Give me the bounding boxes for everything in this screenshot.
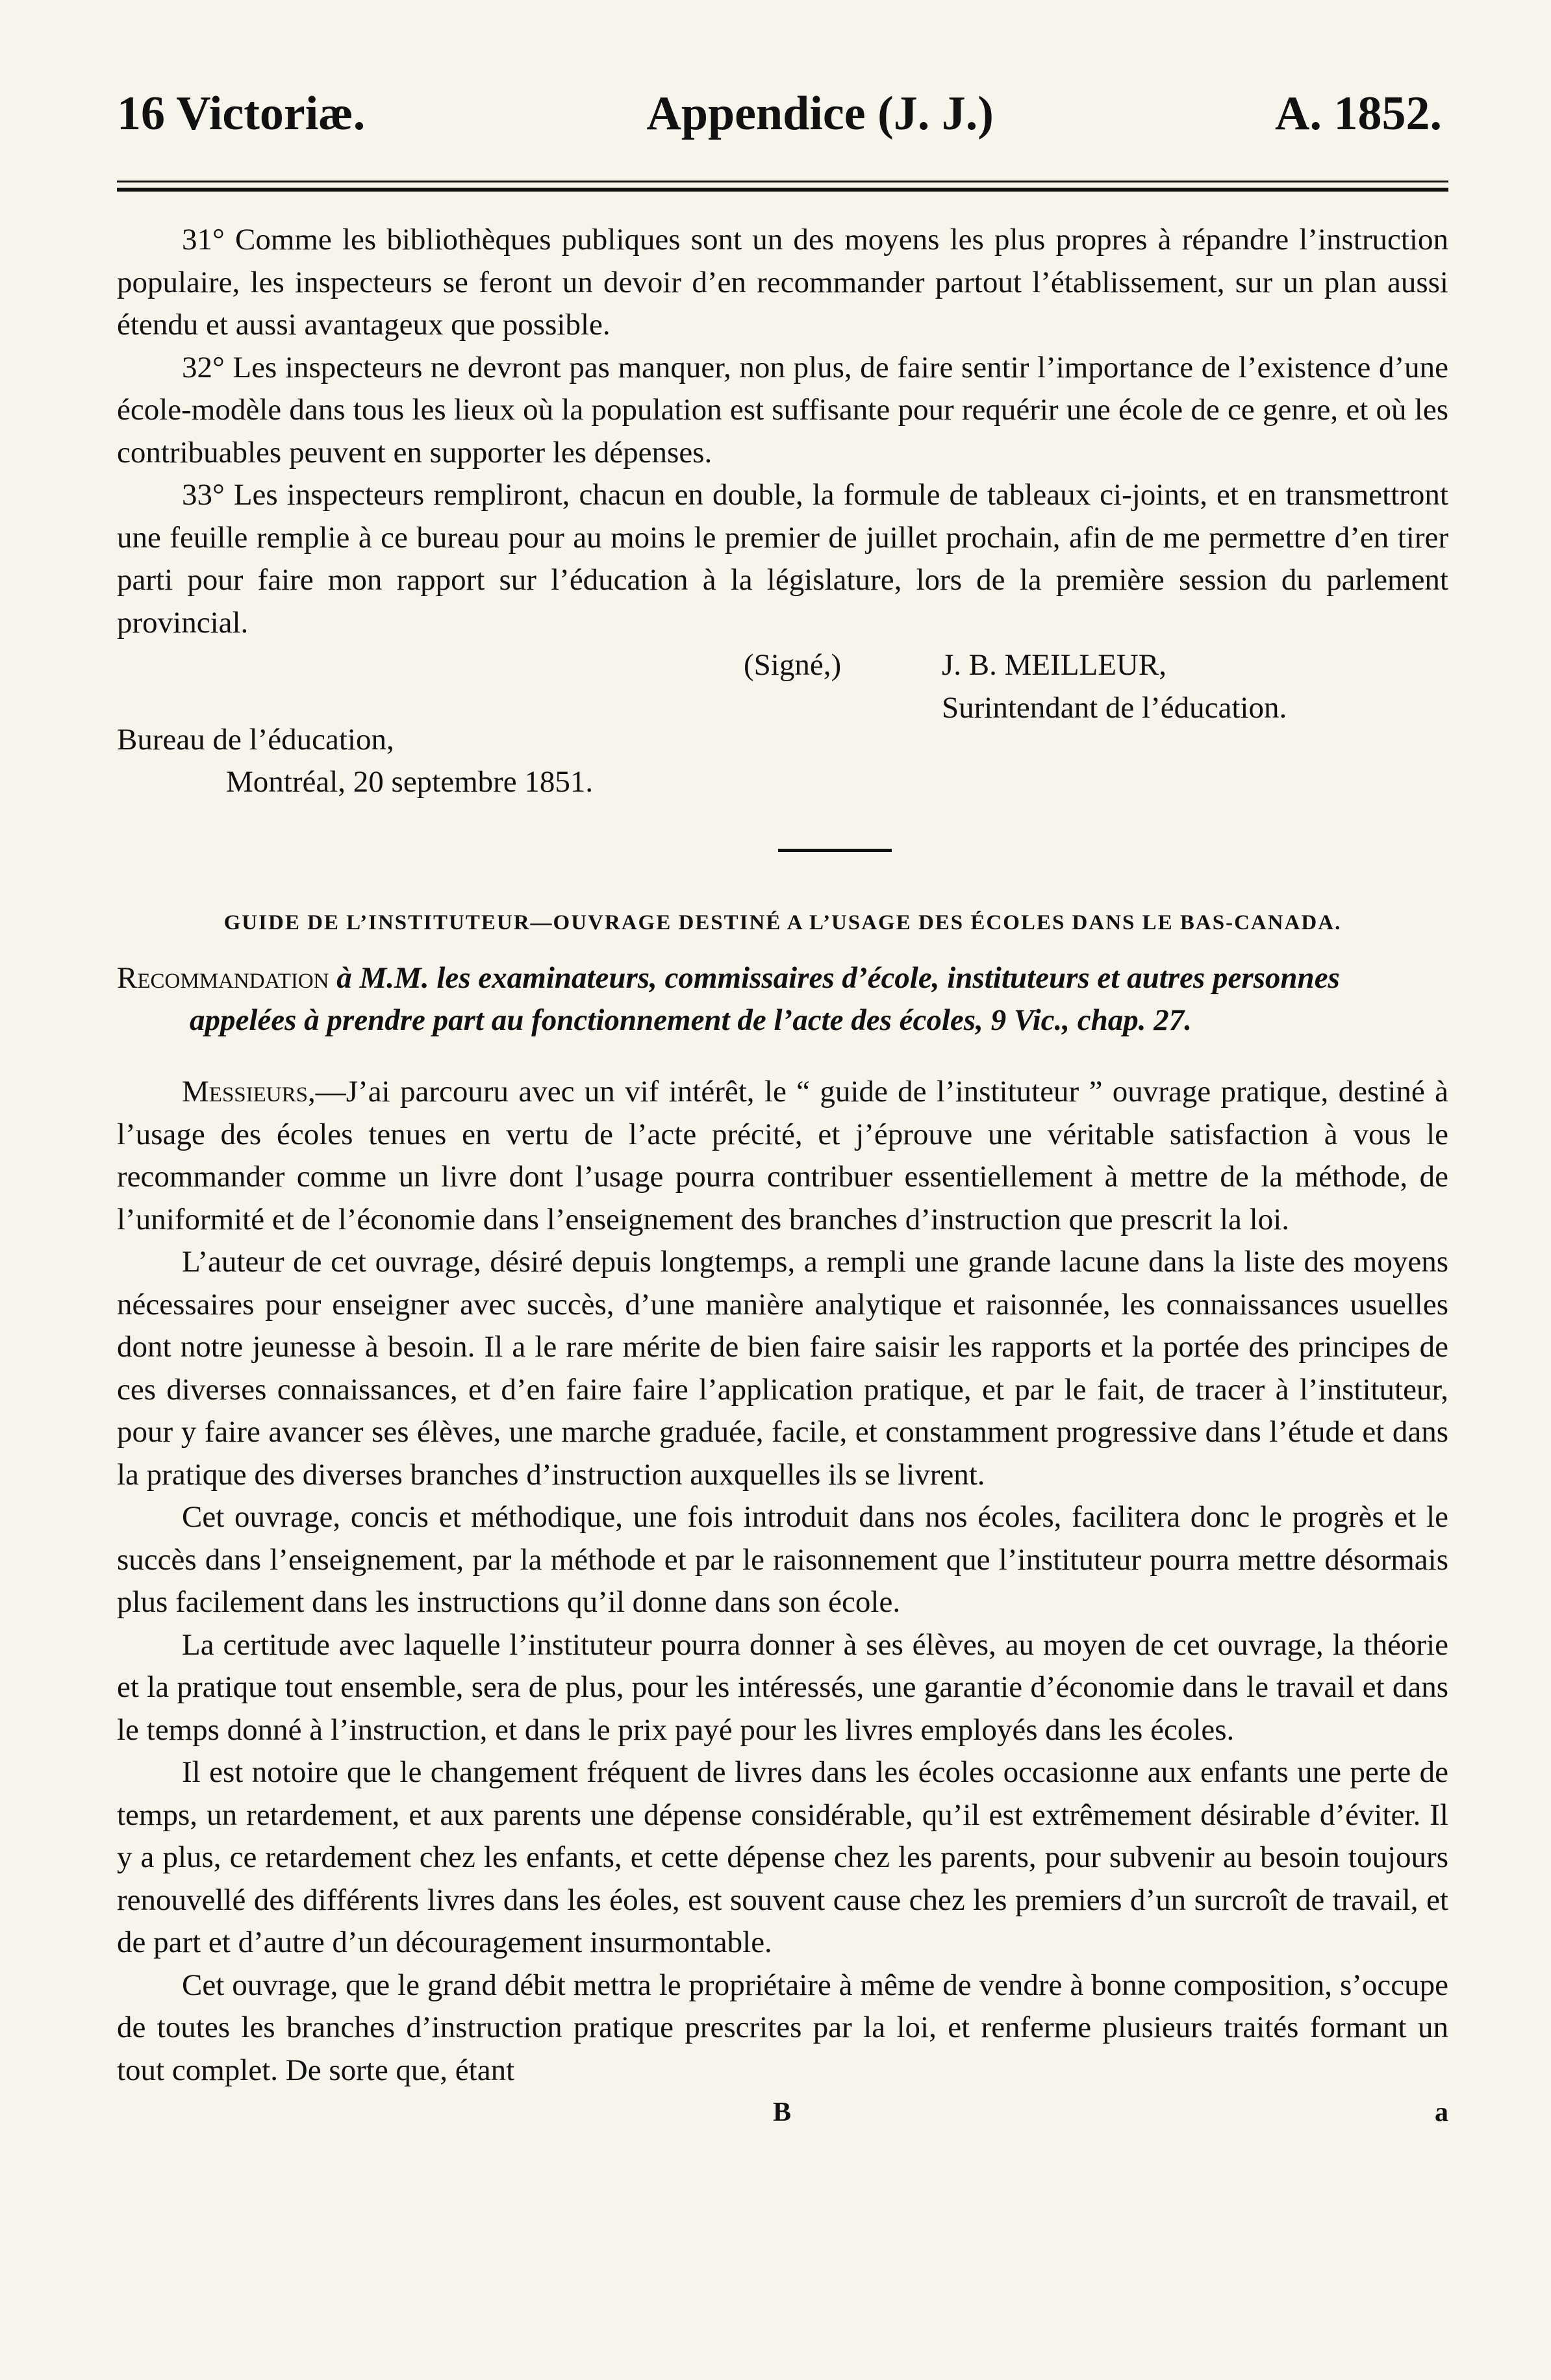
letter-paragraph: L’auteur de cet ouvrage, désiré depuis longtemps, a rempli une grande lacune dans la liste des moyens nécessaires pour enseigner avec succès, d’une manière analytique et raisonnée, les connaissances usuelles dont notre jeunesse à besoin. Il a le rare mérite de bien faire saisir les rapports et la portée des principes de ces diverses connaissances, et d’en faire faire l’application pratique, et par le fait, de tracer à l’instituteur, pour y faire avancer ses élèves, une marche graduée, facile, et constamment progressive dans l’étude et dans la pratique des diverses branches d’instruction auxquelles ils se livrent.	[117, 1245, 1448, 1492]
header-appendix-title: Appendice (J. J.)	[646, 87, 994, 140]
letter-paragraph: Cet ouvrage, que le grand débit mettra le propriétaire à même de vendre à bonne composition, s’occupe de toutes les branches d’instruction pratique prescrites par la loi, et renferme plusieurs traités formant un tout complet. De sorte que, étant	[117, 1968, 1448, 2087]
letter-paragraph-first	[117, 1071, 1448, 1241]
signature-mark: B	[773, 2098, 792, 2127]
header-regnal-year: 16 Victoriæ.	[117, 87, 366, 140]
signatory-title: Surintendant de l’éducation.	[942, 691, 1287, 725]
signatory-name: J. B. MEILLEUR,	[942, 648, 1166, 682]
recommendation-addressees: à M.M. les examinateurs, commissaires d’école, instituteurs et autres personnes appelées à prendre part au fonctionnement de l’acte des écoles, 9 Vic., chap. 27.	[190, 961, 1340, 1037]
recommendation-heading	[117, 957, 1448, 1042]
letter-paragraph: La certitude avec laquelle l’instituteur pourra donner à ses élèves, au moyen de cet ouvrage, la théorie et la pratique tout ensemble, sera de plus, pour les intéressés, une garantie d’économie dans le travail et dans le temps donné à l’instruction, et dans le prix payé pour les livres employés dans les écoles.	[117, 1627, 1448, 1747]
letter-salutation: Messieurs,	[182, 1075, 316, 1109]
article-33: 33° Les inspecteurs rempliront, chacun en double, la formule de tableaux ci-joints, et en transmettront une feuille remplie à ce bureau pour au moins le premier de juillet prochain, afin de me permettre d’en tirer parti pour faire mon rapport sur l’éducation à la législature, lors de la première session du parlement provincial.	[117, 478, 1448, 640]
article-32: 32° Les inspecteurs ne devront pas manquer, non plus, de faire sentir l’importance de l’existence d’une école-modèle dans tous les lieux où la population est suffisante pour requérir une école de ce genre, et où les contribuables peuvent en supporter les dépenses.	[117, 350, 1448, 470]
office-address: Bureau de l’éducation,	[117, 723, 394, 757]
letter-paragraph: Il est notoire que le changement fréquent de livres dans les écoles occasionne aux enfants une perte de temps, un retardement, et aux parents une dépense considérable, qu’il est extrêmement désirable d’éviter. Il y a plus, ce retardement chez les enfants, et cette dépense chez les parents, pour subvenir au besoin toujours renouvellé des différents livres dans les éoles, est souvent cause chez les premiers d’un surcroît de travail, et de part et d’autre d’un découragement insurmontable.	[117, 1755, 1448, 1959]
signature-label: (Signé,)	[744, 648, 842, 682]
header-rule	[117, 181, 1448, 192]
guide-heading: GUIDE DE L’INSTITUTEUR—OUVRAGE DESTINÉ A L’USAGE DES ÉCOLES DANS LE BAS-CANADA.	[223, 911, 1342, 934]
article-31: 31° Comme les bibliothèques publiques sont un des moyens les plus propres à répandre l’instruction populaire, les inspecteurs se feront un devoir d’en recommander partout l’établissement, sur un plan aussi étendu et aussi avantageux que possible.	[117, 223, 1448, 342]
running-header	[117, 84, 1448, 149]
letter-body	[117, 1071, 1448, 2092]
signature-block	[117, 644, 1448, 799]
catchword: a	[1435, 2098, 1448, 2127]
place-date: Montréal, 20 septembre 1851.	[226, 765, 594, 799]
header-year: A. 1852.	[1275, 87, 1442, 140]
letter-first-text: —J’ai parcouru avec un vif intérêt, le “ guide de l’instituteur ” ouvrage pratique, destiné à l’usage des écoles tenues en vertu de l’acte précité, et j’éprouve une véritable satisfaction à vous le recommander comme un livre dont l’usage pourra contribuer essentiellement à mettre de la méthode, de l’uniformité et de l’économie dans l’enseignement des branches d’instruction que prescrit la loi.	[117, 1075, 1448, 1236]
document-page	[117, 84, 1448, 2142]
recommendation-lead: Recommandation	[117, 961, 329, 995]
letter-paragraph: Cet ouvrage, concis et méthodique, une fois introduit dans nos écoles, facilitera donc le progrès et le succès dans l’enseignement, par la méthode et par le raisonnement que l’instituteur pourra mettre désormais plus facilement dans les instructions qu’il donne dans son école.	[117, 1500, 1448, 1619]
section-divider	[778, 849, 892, 852]
articles-section	[117, 219, 1448, 644]
page-footer	[117, 2097, 1448, 2142]
